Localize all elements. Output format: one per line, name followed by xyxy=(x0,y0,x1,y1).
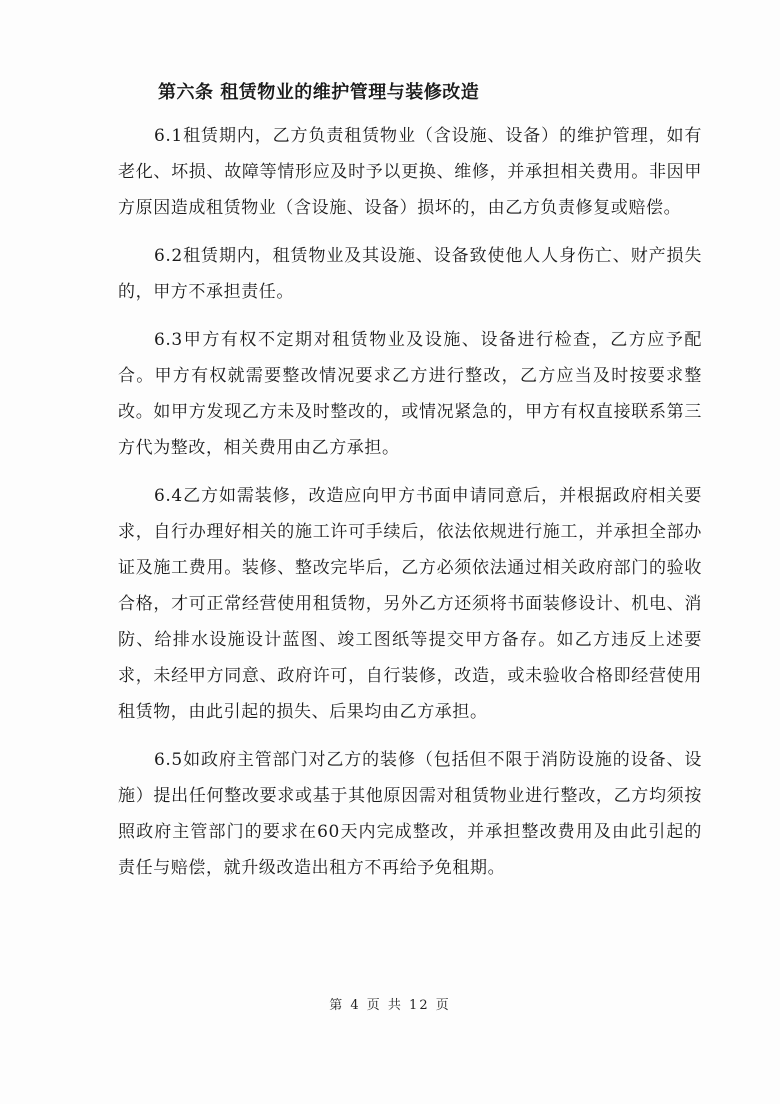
clause-6-4: 6.4乙方如需装修，改造应向甲方书面申请同意后，并根据政府相关要求，自行办理好相关的施工许可手续后，依法依规进行施工，并承担全部办证及施工费用。装修、整改完毕后，乙方必须依法通过相关政府部门的验收合格，才可正常经营使用租赁物，另外乙方还须将书面装修设计、机电、消防、给排水设施设计蓝图、竣工图纸等提交甲方备存。如乙方违反上述要求，未经甲方同意、政府许可，自行装修，改造，或未验收合格即经营使用租赁物，由此引起的损失、后果均由乙方承担。 xyxy=(118,486,702,722)
clause-6-5: 6.5如政府主管部门对乙方的装修（包括但不限于消防设施的设备、设施）提出任何整改要求或基于其他原因需对租赁物业进行整改，乙方均须按照政府主管部门的要求在60天内完成整改，并承担整改费用及由此引起的责任与赔偿，就升级改造出租方不再给予免租期。 xyxy=(118,750,702,878)
page-number-footer: 第 4 页 共 12 页 xyxy=(329,998,451,1013)
clause-6-3: 6.3甲方有权不定期对租赁物业及设施、设备进行检查，乙方应予配合。甲方有权就需要整改情况要求乙方进行整改，乙方应当及时按要求整改。如甲方发现乙方未及时整改的，或情况紧急的，甲方有权直接联系第三方代为整改，相关费用由乙方承担。 xyxy=(118,330,702,458)
clause-6-1: 6.1租赁期内，乙方负责租赁物业（含设施、设备）的维护管理，如有老化、坏损、故障等情形应及时予以更换、维修，并承担相关费用。非因甲方原因造成租赁物业（含设施、设备）损坏的，由乙方负责修复或赔偿。 xyxy=(118,126,702,218)
article-heading: 第六条 租赁物业的维护管理与装修改造 xyxy=(158,82,480,103)
clause-6-2: 6.2租赁期内，租赁物业及其设施、设备致使他人人身伤亡、财产损失的，甲方不承担责任。 xyxy=(118,246,702,302)
document-body xyxy=(118,76,702,898)
